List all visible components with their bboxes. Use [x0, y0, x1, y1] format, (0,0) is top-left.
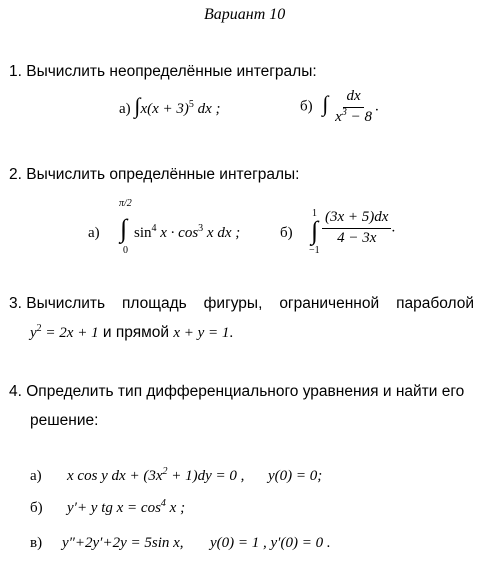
- task-4a-equation: x cos y dx + $(3x^2 + 1)dy = 0$ ,: [67, 466, 245, 484]
- task-1a-label: а): [119, 101, 131, 117]
- task-4c-condition: y(0) = 1 , y′(0) = 0 .: [210, 535, 331, 551]
- task-2b-label: б): [280, 225, 293, 241]
- task-4c-equation: y″+2y′+2y = 5sin x,: [62, 535, 184, 551]
- task-4-line2: решение:: [30, 412, 99, 429]
- task-1b-label: б): [300, 98, 313, 115]
- page-title: Вариант 10: [204, 6, 286, 23]
- task-3-word: площадь: [122, 295, 187, 312]
- task-4b-equation: y′+ y tg $x = \cos^4 x$ ;: [67, 498, 186, 516]
- task-2a-label: а): [88, 225, 100, 241]
- integral-sign-icon: ∫: [322, 90, 329, 116]
- task-4-line1: [9, 383, 464, 401]
- task-4-text: Определить тип дифференциального уравнения и найти его: [26, 383, 465, 400]
- task-1b-numerator: dx: [343, 89, 363, 108]
- task-2b-fraction: [322, 210, 391, 247]
- integral-sign-icon: ∫: [134, 93, 141, 118]
- task-1-number: 1.: [9, 63, 22, 80]
- task-1a: [119, 95, 221, 118]
- task-1b-fraction: [332, 89, 375, 126]
- task-3-line1: [9, 295, 474, 313]
- task-2b-lower-limit: −1: [309, 245, 320, 256]
- task-2b-end: .: [391, 219, 396, 236]
- task-2b-denominator: 4 − 3x: [337, 229, 377, 246]
- task-2a-lower-limit: 0: [123, 245, 128, 256]
- integral-sign-icon: ∫: [120, 214, 128, 243]
- task-1a-power: 5: [188, 99, 194, 110]
- task-1a-expr: x(x + 3): [140, 101, 189, 117]
- task-2b-numerator: (3x + 5)dx: [322, 210, 391, 229]
- integral-sign-icon: ∫: [311, 216, 319, 245]
- task-2a-expr: $\sin^4 x \cdot \cos^3 x$ dx ;: [134, 223, 241, 241]
- task-1-heading: [9, 63, 317, 81]
- task-1a-tail: dx ;: [193, 101, 221, 117]
- task-3-word: фигуры,: [203, 295, 263, 312]
- task-2b-fraction-wrap: [322, 210, 395, 247]
- task-1b-end: .: [374, 98, 379, 115]
- task-4-number: 4.: [9, 383, 22, 400]
- task-2a-upper-limit: π/2: [119, 198, 132, 209]
- task-3-number-and-word: 3. Вычислить: [9, 295, 106, 312]
- task-4c-label: в): [30, 535, 43, 551]
- task-3-line2: $y^2 = 2x + 1$ и прямой x + y = 1.: [30, 323, 234, 341]
- task-1b: [300, 89, 379, 126]
- task-4a-condition: y(0) = 0;: [268, 468, 323, 484]
- task-2-number: 2.: [9, 166, 22, 183]
- task-1-text: Вычислить неопределённые интегралы:: [26, 63, 317, 80]
- task-2-heading: [9, 166, 299, 184]
- task-4a-label: а): [30, 468, 42, 484]
- task-1b-denominator: $x^3 - 8$: [335, 106, 372, 125]
- task-2-text: Вычислить определённые интегралы:: [26, 166, 300, 183]
- task-3-word: ограниченной: [279, 295, 380, 312]
- task-3-word: параболой: [396, 295, 474, 312]
- task-2b-upper-limit: 1: [312, 208, 317, 219]
- task-4b-label: б): [30, 500, 43, 516]
